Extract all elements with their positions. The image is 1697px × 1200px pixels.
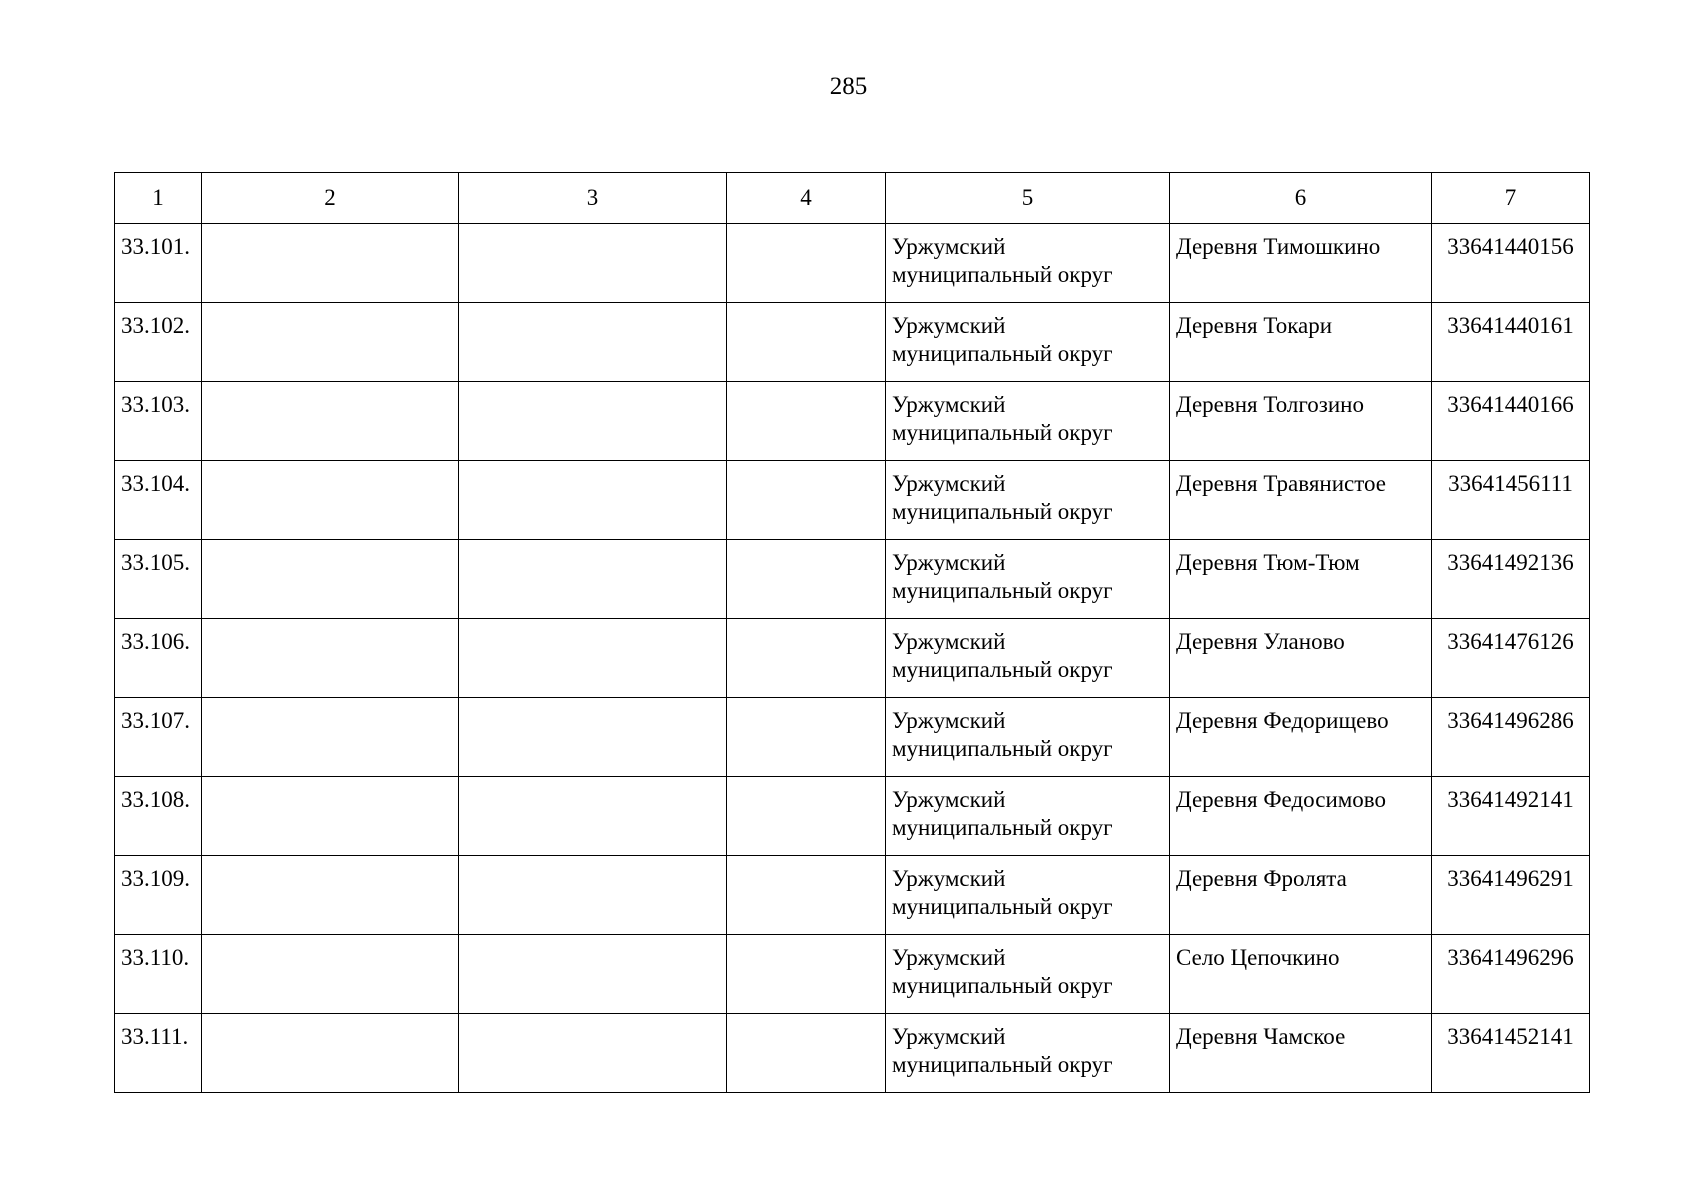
- table-row: [115, 224, 1590, 303]
- code-cell: 33641440166: [1432, 382, 1590, 461]
- cell-col-4: [727, 698, 886, 777]
- cell-col-3: [459, 540, 727, 619]
- row-number: 33.105.: [115, 540, 202, 619]
- code-cell: 33641440161: [1432, 303, 1590, 382]
- code-cell: 33641440156: [1432, 224, 1590, 303]
- cell-col-3: [459, 224, 727, 303]
- header-col-7: 7: [1432, 173, 1590, 224]
- district-cell: Уржумский муниципальный округ: [886, 382, 1170, 461]
- cell-col-2: [202, 1014, 459, 1093]
- table-row: [115, 777, 1590, 856]
- cell-col-2: [202, 935, 459, 1014]
- code-cell: 33641492141: [1432, 777, 1590, 856]
- cell-col-4: [727, 303, 886, 382]
- cell-col-3: [459, 382, 727, 461]
- cell-col-4: [727, 935, 886, 1014]
- cell-col-4: [727, 619, 886, 698]
- district-cell: Уржумский муниципальный округ: [886, 461, 1170, 540]
- header-col-1: 1: [115, 173, 202, 224]
- settlement-cell: Деревня Федосимово: [1170, 777, 1432, 856]
- header-col-5: 5: [886, 173, 1170, 224]
- cell-col-3: [459, 461, 727, 540]
- page-number: 285: [829, 73, 868, 100]
- header-col-3: 3: [459, 173, 727, 224]
- row-number: 33.108.: [115, 777, 202, 856]
- table-header: [115, 173, 1590, 224]
- row-number: 33.102.: [115, 303, 202, 382]
- code-cell: 33641496286: [1432, 698, 1590, 777]
- cell-col-4: [727, 540, 886, 619]
- table-row: [115, 540, 1590, 619]
- settlement-cell: Деревня Федорищево: [1170, 698, 1432, 777]
- row-number: 33.106.: [115, 619, 202, 698]
- settlement-cell: Деревня Чамское: [1170, 1014, 1432, 1093]
- cell-col-2: [202, 856, 459, 935]
- row-number: 33.107.: [115, 698, 202, 777]
- settlement-cell: Деревня Уланово: [1170, 619, 1432, 698]
- cell-col-2: [202, 540, 459, 619]
- header-col-2: 2: [202, 173, 459, 224]
- cell-col-2: [202, 619, 459, 698]
- cell-col-4: [727, 224, 886, 303]
- table-row: [115, 935, 1590, 1014]
- row-number: 33.103.: [115, 382, 202, 461]
- table-row: [115, 698, 1590, 777]
- district-cell: Уржумский муниципальный округ: [886, 303, 1170, 382]
- row-number: 33.109.: [115, 856, 202, 935]
- row-number: 33.101.: [115, 224, 202, 303]
- district-cell: Уржумский муниципальный округ: [886, 698, 1170, 777]
- header-col-4: 4: [727, 173, 886, 224]
- cell-col-4: [727, 382, 886, 461]
- cell-col-3: [459, 856, 727, 935]
- district-cell: Уржумский муниципальный округ: [886, 224, 1170, 303]
- code-cell: 33641476126: [1432, 619, 1590, 698]
- cell-col-2: [202, 698, 459, 777]
- code-cell: 33641456111: [1432, 461, 1590, 540]
- code-cell: 33641492136: [1432, 540, 1590, 619]
- cell-col-2: [202, 303, 459, 382]
- cell-col-2: [202, 382, 459, 461]
- settlement-cell: Деревня Фролята: [1170, 856, 1432, 935]
- row-number: 33.111.: [115, 1014, 202, 1093]
- district-cell: Уржумский муниципальный округ: [886, 619, 1170, 698]
- district-cell: Уржумский муниципальный округ: [886, 777, 1170, 856]
- cell-col-4: [727, 461, 886, 540]
- cell-col-3: [459, 1014, 727, 1093]
- settlement-cell: Деревня Травянистое: [1170, 461, 1432, 540]
- settlement-cell: Деревня Тимошкино: [1170, 224, 1432, 303]
- header-row: [115, 173, 1590, 224]
- table-row: [115, 303, 1590, 382]
- cell-col-4: [727, 856, 886, 935]
- cell-col-3: [459, 698, 727, 777]
- table-row: [115, 461, 1590, 540]
- table-row: [115, 1014, 1590, 1093]
- cell-col-4: [727, 777, 886, 856]
- table-row: [115, 382, 1590, 461]
- code-cell: 33641496291: [1432, 856, 1590, 935]
- row-number: 33.110.: [115, 935, 202, 1014]
- district-cell: Уржумский муниципальный округ: [886, 540, 1170, 619]
- settlement-cell: Деревня Тюм-Тюм: [1170, 540, 1432, 619]
- header-col-6: 6: [1170, 173, 1432, 224]
- table-row: [115, 619, 1590, 698]
- district-cell: Уржумский муниципальный округ: [886, 935, 1170, 1014]
- cell-col-2: [202, 461, 459, 540]
- settlement-cell: Село Цепочкино: [1170, 935, 1432, 1014]
- district-cell: Уржумский муниципальный округ: [886, 1014, 1170, 1093]
- cell-col-3: [459, 619, 727, 698]
- cell-col-3: [459, 777, 727, 856]
- cell-col-4: [727, 1014, 886, 1093]
- row-number: 33.104.: [115, 461, 202, 540]
- table-row: [115, 856, 1590, 935]
- settlement-cell: Деревня Токари: [1170, 303, 1432, 382]
- district-cell: Уржумский муниципальный округ: [886, 856, 1170, 935]
- code-cell: 33641496296: [1432, 935, 1590, 1014]
- cell-col-3: [459, 935, 727, 1014]
- cell-col-2: [202, 224, 459, 303]
- cell-col-3: [459, 303, 727, 382]
- cell-col-2: [202, 777, 459, 856]
- table-body: [115, 224, 1590, 1093]
- code-cell: 33641452141: [1432, 1014, 1590, 1093]
- settlements-table: [114, 172, 1590, 1093]
- settlement-cell: Деревня Толгозино: [1170, 382, 1432, 461]
